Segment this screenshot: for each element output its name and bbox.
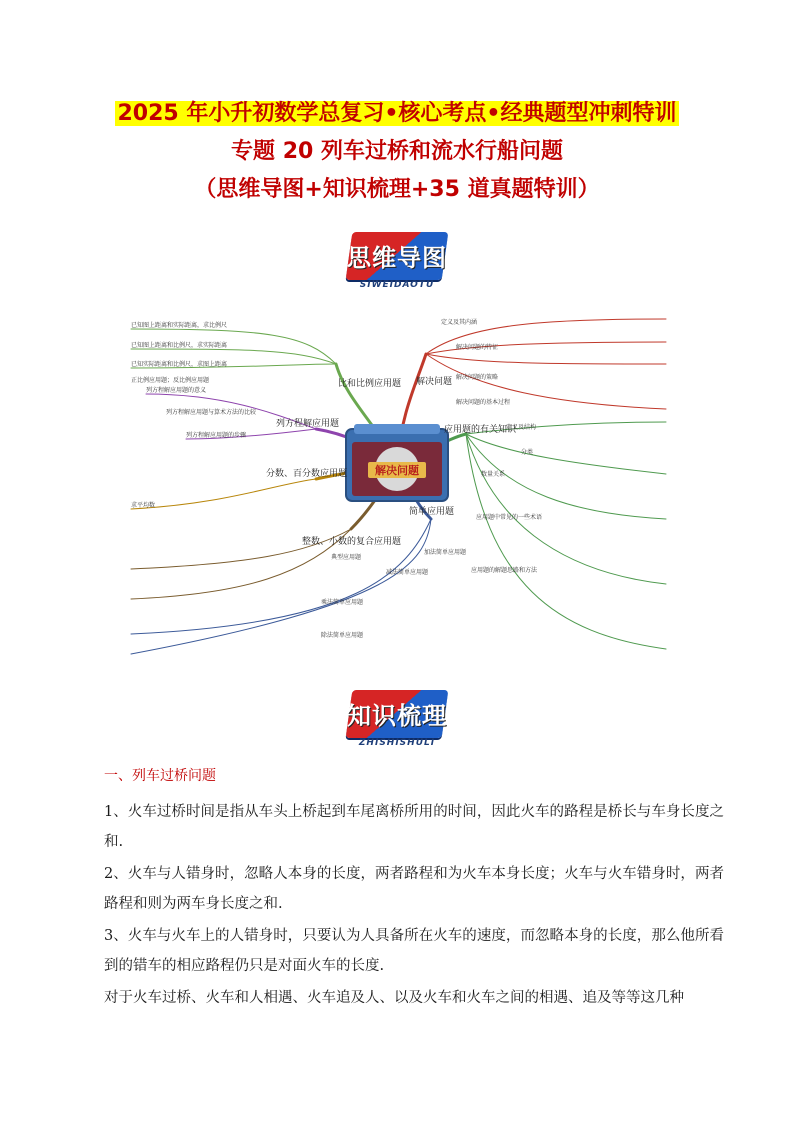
mind-map [126,304,668,664]
leaf-label: 应用题中常见的一些术语 [476,514,543,521]
leaf-label: 解决问题的策略 [456,374,499,381]
mind-map-graphic [126,304,668,664]
branch-label: 整数、小数的复合应用题 [302,537,402,547]
leaf-label: 已知图上距离和比例尺，求实际距离 [131,342,228,349]
paragraph-3: 3、火车与火车上的人错身时，只要认为人具备所在火车的速度，而忽略本身的长度，那么他所看到的错车的相应路程仍只是对面火车的长度. [104,928,724,974]
branch-label: 分数、百分数应用题 [266,469,348,479]
leaf-label: 减法简单应用题 [386,569,429,576]
leaf-label: 已知实际距离和比例尺，求图上距离 [131,361,228,368]
leaf-label: 列方程解应用题的步骤 [186,432,247,439]
leaf-label: 典型应用题 [331,554,362,561]
knowledge-content [104,765,724,1015]
topic-title: 专题 20 列车过桥和流水行船问题 [231,139,563,164]
leaf-label: 应用题的解题思路和方法 [471,567,538,574]
paragraph-1: 1、火车过桥时间是指从车头上桥起到车尾离桥所用的时间，因此火车的路程是桥长与车身长度之和. [104,804,724,850]
branch-label: 解决问题 [416,377,453,387]
leaf-label: 分类 [521,449,534,456]
branch-label: 简单应用题 [409,507,455,517]
leaf-label: 列方程解应用题与算术方法的比较 [166,409,257,416]
mindmap-badge: 思维导图 SIWEIDAOTU [343,228,451,294]
leaf-label: 加法简单应用题 [424,549,467,556]
branch-label: 应用题的有关知识 [444,425,517,435]
leaf-label: 数量关系 [481,471,506,478]
main-title: 2025 年小升初数学总复习•核心考点•经典题型冲刺特训 [117,101,677,126]
subtitle: （思维导图+知识梳理+35 道真题特训） [194,177,600,202]
leaf-label: 已知图上距离和实际距离，求比例尺 [131,322,228,329]
center-node-label: 解决问题 [375,464,419,477]
knowledge-badge: 知识梳理 ZHISHISHULI [343,686,451,752]
leaf-label: 解决问题的基本过程 [456,399,511,406]
title-block [0,96,794,208]
leaf-label: 解决问题的特征 [456,344,499,351]
center-node [346,424,448,501]
branch-label: 比和比例应用题 [338,379,402,389]
paragraph-2: 2、火车与人错身时，忽略人本身的长度，两者路程和为火车本身长度；火车与火车错身时，两者路程和则为两车身长度之和. [104,866,724,912]
leaf-label: 定义及结构 [506,424,537,431]
leaf-label: 列方程解应用题的意义 [146,387,207,394]
leaf-label: 求平均数 [131,502,156,509]
leaf-label: 定义及其内涵 [441,319,478,326]
leaf-label: 正比例应用题；反比例应用题 [131,377,210,384]
leaf-label: 乘法简单应用题 [321,599,364,606]
branch-label: 列方程解应用题 [276,419,340,429]
paragraph-4: 对于火车过桥、火车和人相遇、火车追及人、以及火车和火车之间的相遇、追及等等这几种 [104,990,684,1006]
section-heading: 一、列车过桥问题 [104,768,216,784]
leaf-label: 除法简单应用题 [321,632,364,639]
